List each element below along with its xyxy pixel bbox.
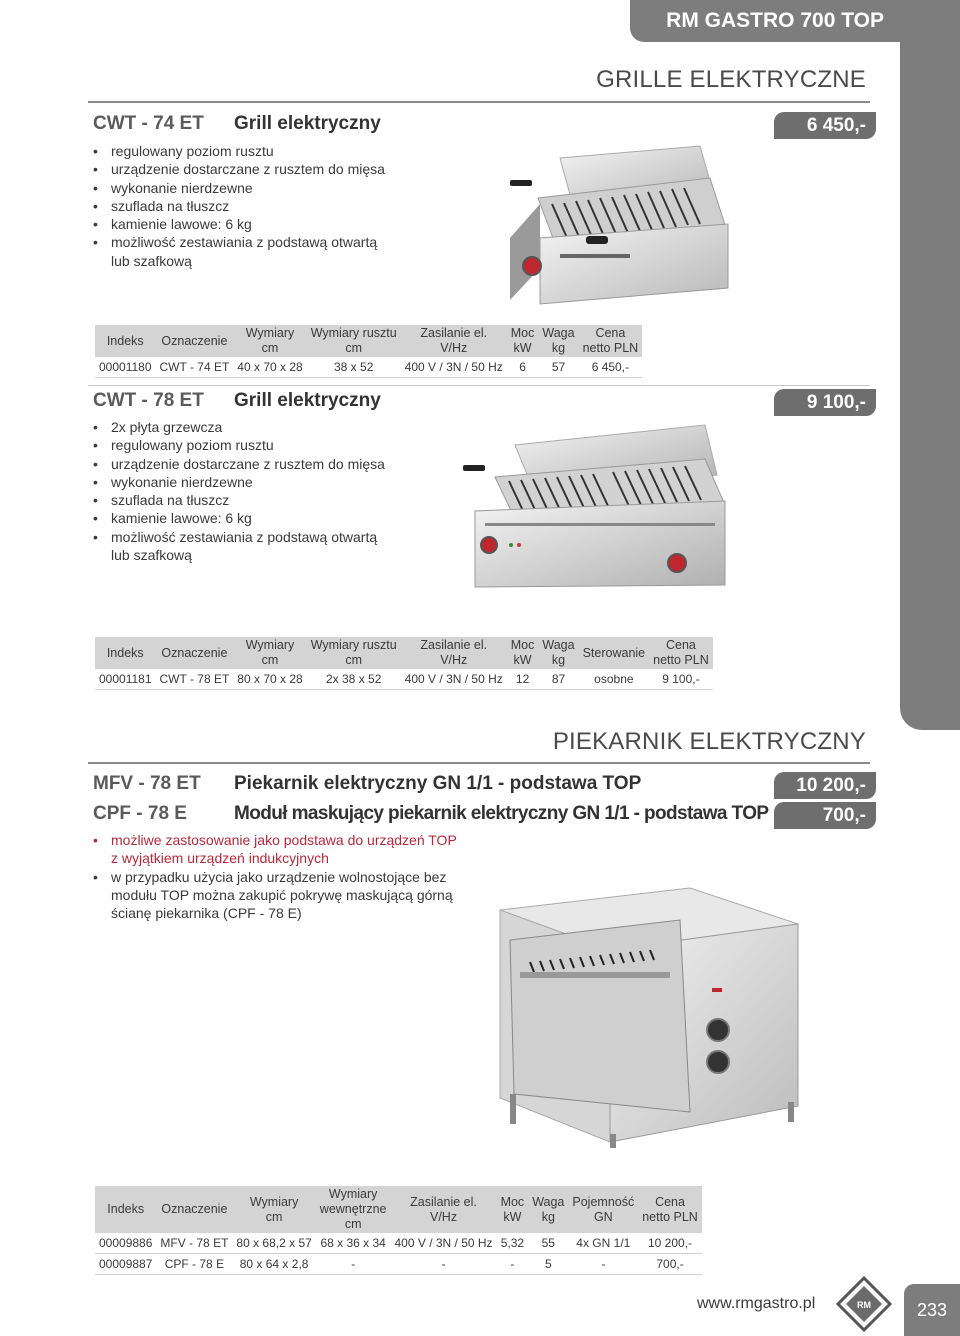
th-waga bbox=[538, 637, 578, 669]
cell: 55 bbox=[528, 1233, 568, 1254]
cell: 40 x 70 x 28 bbox=[233, 357, 306, 378]
cell: 400 V / 3N / 50 Hz bbox=[401, 669, 507, 690]
th-unit: kW bbox=[513, 653, 532, 667]
th-label: Waga bbox=[542, 638, 575, 652]
th-unit: kW bbox=[503, 1209, 522, 1224]
th-label: Wymiary bbox=[245, 326, 295, 340]
cell: 00001181 bbox=[95, 669, 156, 690]
th-label: Cena bbox=[665, 638, 696, 652]
th-unit: cm bbox=[344, 1217, 362, 1231]
cell: CWT - 74 ET bbox=[156, 357, 234, 378]
th-label: Zasilanie el. bbox=[410, 1194, 477, 1209]
th-unit: kg bbox=[551, 341, 566, 355]
th-unit: kg bbox=[551, 653, 566, 667]
th-label: Pojemność bbox=[572, 1194, 635, 1209]
feature-item: • kamienie lawowe: 6 kg bbox=[93, 509, 385, 527]
feature-item: • 2x płyta grzewcza bbox=[93, 418, 385, 436]
table-row bbox=[95, 357, 642, 378]
th-wymiary bbox=[232, 1186, 315, 1233]
th-label: Wymiary bbox=[245, 638, 295, 652]
cell: 5 bbox=[528, 1254, 568, 1275]
price-badge bbox=[774, 772, 876, 799]
th-unit: cm bbox=[345, 341, 363, 355]
product-code: CWT - 74 ET bbox=[93, 113, 204, 134]
footer-url[interactable]: www.rmgastro.pl bbox=[697, 1295, 816, 1312]
cell: 700,- bbox=[638, 1254, 702, 1275]
feature-item: • regulowany poziom rusztu bbox=[93, 436, 385, 454]
rm-gastro-logo-icon bbox=[836, 1276, 892, 1332]
feature-item: • wykonanie nierdzewne bbox=[93, 473, 385, 491]
feature-item: • możliwe zastosowanie jako podstawa do urządzeń TOP bbox=[93, 831, 457, 849]
th-label: Moc bbox=[500, 1194, 525, 1209]
spec-table bbox=[95, 1186, 702, 1275]
th-label: Wymiary rusztu bbox=[310, 326, 397, 340]
th-label: Moc bbox=[510, 638, 535, 652]
th-wymiary-rusztu bbox=[307, 325, 401, 357]
page-number: 233 bbox=[916, 1299, 948, 1320]
cell: CWT - 78 ET bbox=[156, 669, 234, 690]
th-label: Moc bbox=[510, 326, 535, 340]
th-unit: GN bbox=[593, 1209, 613, 1224]
feature-item: • wykonanie nierdzewne bbox=[93, 179, 385, 197]
feature-item: modułu TOP można zakupić pokrywę maskującą górną bbox=[111, 886, 453, 903]
header-brand: RM GASTRO 700 TOP bbox=[666, 9, 884, 32]
cell: CPF - 78 E bbox=[156, 1254, 232, 1275]
feature-item: lub szafkową bbox=[111, 547, 192, 564]
feature-item: • szuflada na tłuszcz bbox=[93, 197, 385, 215]
th-wymiary-rusztu bbox=[307, 637, 401, 669]
th-cena bbox=[649, 637, 713, 669]
th-moc bbox=[497, 1186, 529, 1233]
feature-item: • urządzenie dostarczane z rusztem do mięsa bbox=[93, 160, 385, 178]
table-row bbox=[95, 1233, 702, 1254]
price-value: 10 200,- bbox=[796, 774, 866, 796]
section-title-piekarnik: PIEKARNIK ELEKTRYCZNY bbox=[552, 728, 866, 755]
price-value: 9 100,- bbox=[806, 391, 866, 413]
cell: 400 V / 3N / 50 Hz bbox=[401, 357, 507, 378]
th-unit: cm bbox=[345, 653, 363, 667]
product-code: CPF - 78 E bbox=[93, 803, 187, 824]
price-badge bbox=[774, 112, 876, 139]
cell: 12 bbox=[507, 669, 539, 690]
product-name: Grill elektryczny bbox=[234, 390, 381, 411]
th-wymiary bbox=[233, 325, 306, 357]
cell: 80 x 68,2 x 57 bbox=[232, 1233, 315, 1254]
feature-item: • możliwość zestawiania z podstawą otwartą bbox=[93, 233, 385, 251]
th-unit: kW bbox=[513, 341, 532, 355]
th-zasilanie bbox=[391, 1186, 497, 1233]
th-unit: V/Hz bbox=[429, 1209, 458, 1224]
th-unit: cm bbox=[261, 341, 279, 355]
svg-text:RM: RM bbox=[857, 1300, 871, 1310]
price-badge bbox=[774, 802, 876, 829]
th-unit: V/Hz bbox=[440, 653, 468, 667]
cell: - bbox=[497, 1254, 529, 1275]
cell: 00009886 bbox=[95, 1233, 156, 1254]
product-name: Moduł maskujący piekarnik elektryczny GN 1/1 - podstawa TOP bbox=[234, 803, 769, 824]
th-zasilanie bbox=[401, 637, 507, 669]
cell: 400 V / 3N / 50 Hz bbox=[391, 1233, 497, 1254]
cell: - bbox=[568, 1254, 638, 1275]
cell: 38 x 52 bbox=[307, 357, 401, 378]
product-name: Piekarnik elektryczny GN 1/1 - podstawa TOP bbox=[234, 773, 642, 794]
th-label: Cena bbox=[595, 326, 626, 340]
feature-item: • urządzenie dostarczane z rusztem do mięsa bbox=[93, 455, 385, 473]
cell: 68 x 36 x 34 bbox=[316, 1233, 391, 1254]
cell: 57 bbox=[538, 357, 578, 378]
grill-single-image bbox=[500, 128, 740, 308]
th-label: Cena bbox=[655, 1194, 685, 1209]
th-index: Indeks bbox=[95, 637, 156, 669]
th-waga bbox=[528, 1186, 568, 1233]
th-label: wewnętrzne bbox=[319, 1202, 387, 1216]
th-oznaczenie: Oznaczenie bbox=[156, 1186, 232, 1233]
cell: 4x GN 1/1 bbox=[568, 1233, 638, 1254]
cell: - bbox=[391, 1254, 497, 1275]
th-pojemnosc bbox=[568, 1186, 638, 1233]
row-divider bbox=[88, 385, 870, 386]
cell: 2x 38 x 52 bbox=[307, 669, 401, 690]
oven-image bbox=[490, 880, 810, 1150]
table-row bbox=[95, 669, 713, 690]
th-cena bbox=[579, 325, 643, 357]
product-name: Grill elektryczny bbox=[234, 113, 381, 134]
cell: 00001180 bbox=[95, 357, 156, 378]
th-unit: cm bbox=[261, 653, 279, 667]
th-moc bbox=[507, 637, 539, 669]
feature-item: • możliwość zestawiania z podstawą otwartą bbox=[93, 528, 385, 546]
th-oznaczenie: Oznaczenie bbox=[156, 325, 234, 357]
th-unit: netto PLN bbox=[642, 1209, 698, 1224]
cell: 6 bbox=[507, 357, 539, 378]
th-moc bbox=[507, 325, 539, 357]
price-value: 700,- bbox=[822, 804, 866, 826]
th-zasilanie bbox=[401, 325, 507, 357]
price-badge bbox=[774, 389, 876, 416]
feature-item: • kamienie lawowe: 6 kg bbox=[93, 215, 385, 233]
th-label: Zasilanie el. bbox=[420, 326, 488, 340]
th-sterowanie: Sterowanie bbox=[579, 637, 650, 669]
product-code: CWT - 78 ET bbox=[93, 390, 204, 411]
feature-item: lub szafkową bbox=[111, 252, 192, 269]
spec-table bbox=[95, 637, 713, 690]
th-unit: netto PLN bbox=[582, 341, 639, 355]
header-brand-tab bbox=[630, 0, 960, 42]
feature-item: z wyjątkiem urządzeń indukcyjnych bbox=[111, 850, 329, 867]
feature-item: • w przypadku użycia jako urządzenie wolnostojące bez bbox=[93, 868, 457, 886]
grill-double-image bbox=[455, 415, 735, 605]
th-cena bbox=[638, 1186, 702, 1233]
feature-item: ścianę piekarnika (CPF - 78 E) bbox=[111, 905, 302, 922]
th-label: Waga bbox=[532, 1194, 565, 1209]
feature-item: • szuflada na tłuszcz bbox=[93, 491, 385, 509]
cell: 80 x 70 x 28 bbox=[233, 669, 306, 690]
th-waga bbox=[538, 325, 578, 357]
cell: 80 x 64 x 2,8 bbox=[232, 1254, 315, 1275]
th-oznaczenie: Oznaczenie bbox=[156, 637, 234, 669]
cell: MFV - 78 ET bbox=[156, 1233, 232, 1254]
feature-list bbox=[93, 831, 457, 922]
section-divider bbox=[88, 101, 870, 103]
th-label: Wymiary bbox=[249, 1194, 299, 1209]
th-wymiary bbox=[233, 637, 306, 669]
feature-item: • regulowany poziom rusztu bbox=[93, 142, 385, 160]
cell: 6 450,- bbox=[579, 357, 643, 378]
cell: 9 100,- bbox=[649, 669, 713, 690]
feature-list bbox=[93, 142, 385, 270]
side-tab bbox=[900, 42, 960, 730]
th-unit: netto PLN bbox=[653, 653, 709, 667]
cell: 00009887 bbox=[95, 1254, 156, 1275]
th-index: Indeks bbox=[95, 1186, 156, 1233]
section-divider bbox=[88, 762, 870, 764]
th-label: Wymiary rusztu bbox=[310, 638, 397, 652]
feature-list bbox=[93, 418, 385, 564]
cell: 5,32 bbox=[497, 1233, 529, 1254]
table-row bbox=[95, 1254, 702, 1275]
cell: 10 200,- bbox=[638, 1233, 702, 1254]
cell: 87 bbox=[538, 669, 578, 690]
th-unit: kg bbox=[541, 1209, 555, 1224]
th-label: Wymiary bbox=[328, 1187, 378, 1201]
section-title-grille: GRILLE ELEKTRYCZNE bbox=[596, 66, 866, 93]
cell: osobne bbox=[579, 669, 650, 690]
th-wymiary-wewnetrzne bbox=[316, 1186, 391, 1233]
th-index: Indeks bbox=[95, 325, 156, 357]
th-unit: V/Hz bbox=[440, 341, 468, 355]
th-unit: cm bbox=[265, 1209, 283, 1224]
product-code: MFV - 78 ET bbox=[93, 773, 201, 794]
th-label: Waga bbox=[542, 326, 575, 340]
th-label: Zasilanie el. bbox=[420, 638, 488, 652]
page-number-badge bbox=[904, 1284, 960, 1336]
spec-table bbox=[95, 325, 642, 378]
cell: - bbox=[316, 1254, 391, 1275]
price-value: 6 450,- bbox=[806, 114, 866, 136]
